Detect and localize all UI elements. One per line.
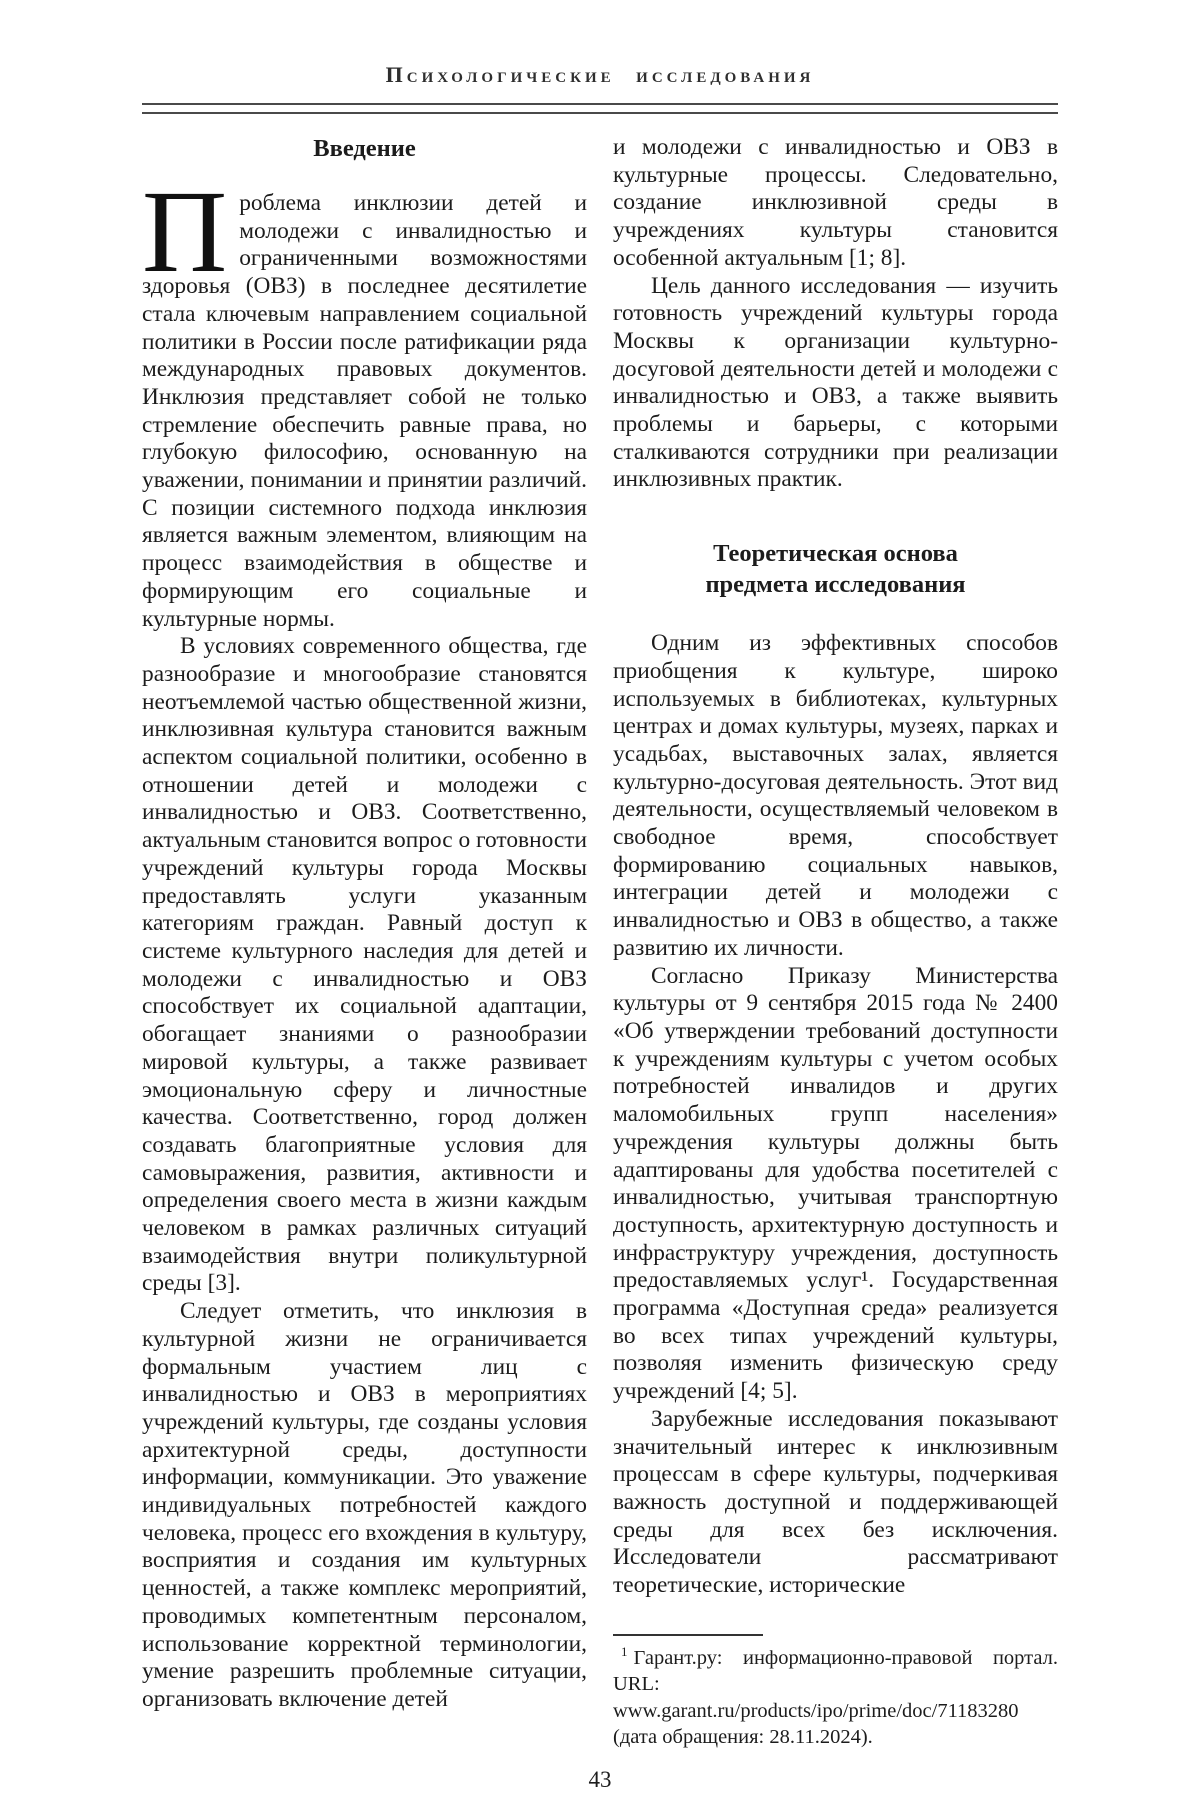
paragraph: [142, 166, 587, 633]
two-column-body: [142, 134, 1058, 1751]
paragraph: Одним из эффективных способов приобщения к культуре, широко используемых в библиотеках, культурных центрах и домах культуры, музеях, парках и усадьбах, выставочных залах, является культурно-досуговая деятельность. Этот вид деятельности, осуществляемый человеком в свободное время, способствует формированию социальных навыков, интеграции детей и молодежи с инвалидностью и ОВЗ в общество, а также развитию их личности.: [613, 630, 1058, 961]
intro-heading: Введение: [313, 135, 416, 162]
theory-heading-line-1: Теоретическая основа: [713, 540, 958, 568]
page-number: 43: [588, 1766, 612, 1792]
footnote-text: Гарант.ру: информационно-правовой портал. URL: www.garant.ru/products/ipo/prime/doc/71183280 (дата обращения: 28.11.2024).: [613, 1646, 1058, 1749]
paragraph: Согласно Приказу Министерства культуры от 9 сентября 2015 года № 2400 «Об утверждении требований доступности к учреждениям культуры с учетом особых потребностей инвалидов и других маломобильных групп населения» учреждения культуры должны быть адаптированы для удобства посетителей с инвалидностью, учитывая транспортную доступность, архитектурную доступность и инфраструктуру учреждения, доступность предоставляемых услуг¹. Государственная программа «Доступная среда» реализуется во всех типах учреждений культуры, позволяя изменить физическую среду учреждений [4; 5].: [613, 962, 1058, 1405]
paragraph: Следует отметить, что инклюзия в культурной жизни не ограничивается формальным участием лиц с инвалидностью и ОВЗ в мероприятиях учреждений культуры, где созданы условия архитектурной среды, доступности информации, коммуникации. Это уважение индивидуальных потребностей каждого человека, процесс его вхождения в культуру, восприятия и создания им культурных ценностей, а также комплекс мероприятий, проводимых компетентным персоналом, использование корректной терминологии, умение разрешить проблемные ситуации, организовать включение детей: [142, 1298, 587, 1712]
footnote-rule: [613, 1634, 763, 1636]
header-divider-rule: [142, 103, 1058, 114]
footnote: [613, 1645, 1058, 1751]
paragraph: и молодежи с инвалидностью и ОВЗ в культурные процессы. Следовательно, создание инклюзивной среды в учреждениях культуры становится особенной актуальным [1; 8].: [613, 134, 1058, 271]
left-column: [142, 134, 587, 1714]
theory-heading-line-2: предмета исследования: [705, 571, 966, 599]
drop-cap: П: [142, 166, 228, 297]
journal-section-title: Психологические исследования: [385, 62, 815, 87]
paragraph-text: роблема инклюзии детей и молодежи с инвалидностью и ограниченными возможностями здоровья (ОВЗ) в последнее десятилетие стала ключевым направлением социальной политики в России после ратификации ряда международных правовых документов. Инклюзия представляет собой не только стремление обеспечить равные права, но глубокую философию, основанную на уважении, понимании и принятии различий. С позиции системного подхода инклюзия является важным элементом, влияющим на процесс взаимодействия в обществе и формирующим его социальные и культурные нормы.: [142, 190, 587, 632]
right-column: [613, 134, 1058, 1751]
paragraph: Зарубежные исследования показывают значительный интерес к инклюзивным процессам в сфере культуры, подчеркивая важность доступной и поддерживающей среды для всех без исключения. Исследователи рассматривают теоретические, исторические: [613, 1405, 1058, 1599]
footnote-marker: 1: [621, 1643, 628, 1659]
paragraph: Цель данного исследования — изучить готовность учреждений культуры города Москвы к организации культурно-досуговой деятельности детей и молодежи с инвалидностью и ОВЗ, а также выявить проблемы и барьеры, с которыми сталкиваются сотрудники при реализации инклюзивных практик.: [613, 272, 1058, 493]
theory-section-heading: [613, 538, 1058, 600]
paragraph: В условиях современного общества, где разнообразие и многообразие становятся неотъемлемой частью общественной жизни, инклюзивная культура становится важным аспектом социальной политики, особенно в отношении детей и молодежи с инвалидностью и ОВЗ. Соответственно, актуальным становится вопрос о готовности учреждений культуры города Москвы предоставлять услуги указанным категориям граждан. Равный доступ к системе культурного наследия для детей и молодежи с инвалидностью и ОВЗ способствует их социальной адаптации, обогащает знаниями о разнообразии мировой культуры, а также развивает эмоциональную сферу и личностные качества. Соответственно, город должен создавать благоприятные условия для самовыражения, развития, активности и определения своего места в жизни каждым человеком в рамках различных ситуаций взаимодействия внутри поликультурной среды [3].: [142, 633, 587, 1297]
footnote-block: [613, 1634, 1058, 1751]
